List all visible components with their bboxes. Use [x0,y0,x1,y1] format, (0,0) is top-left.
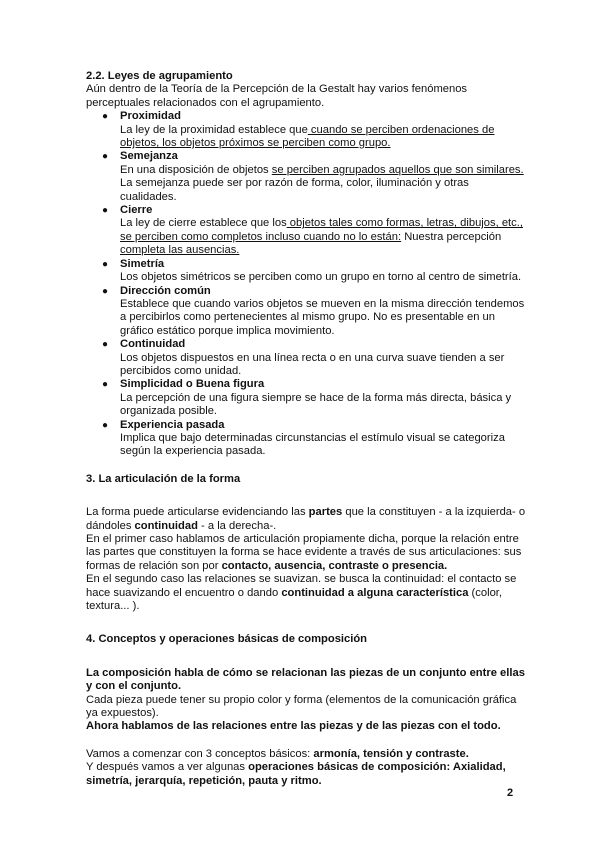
section-intro: Aún dentro de la Teoría de la Percepción de la Gestalt hay varios fenómenos perceptuales relacionados con el agrupamiento. [86,83,468,109]
bold-text: partes [308,506,343,519]
item-text: La percepción de una figura siempre se hace de la forma más directa, básica y organizada posible. [120,391,512,418]
list-item-direccion-comun [86,285,526,339]
underlined-text: objetos tales como formas, letras, dibujos, etc., se perciben como completos incluso cuando no lo están: [120,217,523,243]
bold-text: continuidad [134,519,198,532]
text-run: La forma puede articularse evidenciando las [86,506,309,519]
section-heading-2-2: 2.2. Leyes de agrupamiento [86,70,233,82]
paragraph [86,761,526,788]
bullet-icon: ● [102,379,109,391]
bold-text: operaciones básicas de composición: Axialidad, simetría, jerarquía, repetición, pauta y ritmo. [86,761,506,787]
text-run: La semejanza puede ser por razón de forma, color, iluminación y otras cualidades. [120,177,469,203]
bold-text: continuidad a alguna característica [281,586,469,599]
list-item-simplicidad [86,378,526,418]
bullet-icon: ● [102,151,109,163]
text-run: Vamos a comenzar con 3 conceptos básicos: [86,747,314,760]
item-title: Simplicidad o Buena figura [120,378,265,391]
list-item-semejanza [86,150,526,204]
bullet-icon: ● [102,285,109,297]
text-run: En el segundo caso las relaciones se suavizan. se busca la continuidad: el contacto se hace suavizando el encuentro o dando [86,573,517,599]
underlined-text: se perciben agrupados aquellos que son similares. [271,163,524,176]
paragraph [86,748,526,761]
bullet-icon: ● [102,339,109,351]
text-run: (color, textura... ). [86,586,503,613]
paragraph: La composición habla de cómo se relacionan las piezas de un conjunto entre ellas y con el conjunto. [86,666,525,693]
bold-text: contacto, ausencia, contraste o presencia. [221,559,448,572]
list-item-simetria [86,258,526,285]
underlined-text: completa las ausencias. [120,244,240,257]
paragraph [86,573,526,613]
item-title: Experiencia pasada [120,418,225,431]
item-text: Establece que cuando varios objetos se mueven en la misma dirección tendemos a percibirlos como pertenecientes al mismo grupo. No es presentable en un gráfico estático porque implica movimiento. [120,297,525,337]
document-body [86,70,526,788]
item-text: Los objetos simétricos se perciben como un grupo en torno al centro de simetría. [120,271,522,284]
paragraph: Cada pieza puede tener su propio color y forma (elementos de la comunicación gráfica ya expuestos). [86,693,517,720]
bullet-icon: ● [102,258,109,270]
item-text: Implica que bajo determinadas circunstancias el estímulo visual se categoriza según la experiencia pasada. [120,431,505,458]
text-run: La ley de cierre establece que los [120,217,287,230]
text-run: La ley de la proximidad establece que [120,123,308,136]
paragraph [86,533,526,573]
list-item-continuidad [86,338,526,378]
text-run: En el primer caso hablamos de articulación propiamente dicha, porque la relación entre las partes que constituyen la forma se hace evidente a través de sus articulaciones: sus formas de relación son por [86,533,522,572]
list-item-cierre [86,204,526,258]
item-title: Continuidad [120,338,186,351]
bullet-icon: ● [102,419,109,431]
list-item-experiencia-pasada [86,419,526,459]
item-text [120,164,526,204]
text-run: - a la derecha-. [197,519,277,532]
bold-text: armonía, tensión y contraste. [313,747,469,760]
paragraph: Ahora hablamos de las relaciones entre las piezas y de las piezas con el todo. [86,720,501,733]
text-run: Y después vamos a ver algunas [86,761,249,774]
text-run: En una disposición de objetos [120,163,272,176]
item-text [120,124,526,151]
item-title: Semejanza [120,150,178,163]
paragraph [86,506,526,533]
item-title: Proximidad [120,110,181,123]
gestalt-laws-list [86,110,526,459]
bullet-icon: ● [102,205,109,217]
item-text [120,217,526,257]
underlined-text: cuando se perciben ordenaciones de objetos, los objetos próximos se perciben como grupo. [120,123,495,150]
bullet-icon: ● [102,111,109,123]
item-title: Cierre [120,204,153,217]
page-number: 2 [507,787,514,799]
list-item-proximidad [86,110,526,150]
text-run: que la constituyen - a la izquierda- o dándoles [86,506,526,532]
item-title: Dirección común [120,284,211,297]
item-title: Simetría [120,257,165,270]
text-run: Nuestra percepción [401,230,502,243]
section-heading-3: 3. La articulación de la forma [86,472,241,485]
section-heading-4: 4. Conceptos y operaciones básicas de composición [86,633,368,646]
item-text: Los objetos dispuestos en una línea recta o en una curva suave tienden a ser percibidos como unidad. [120,351,505,377]
